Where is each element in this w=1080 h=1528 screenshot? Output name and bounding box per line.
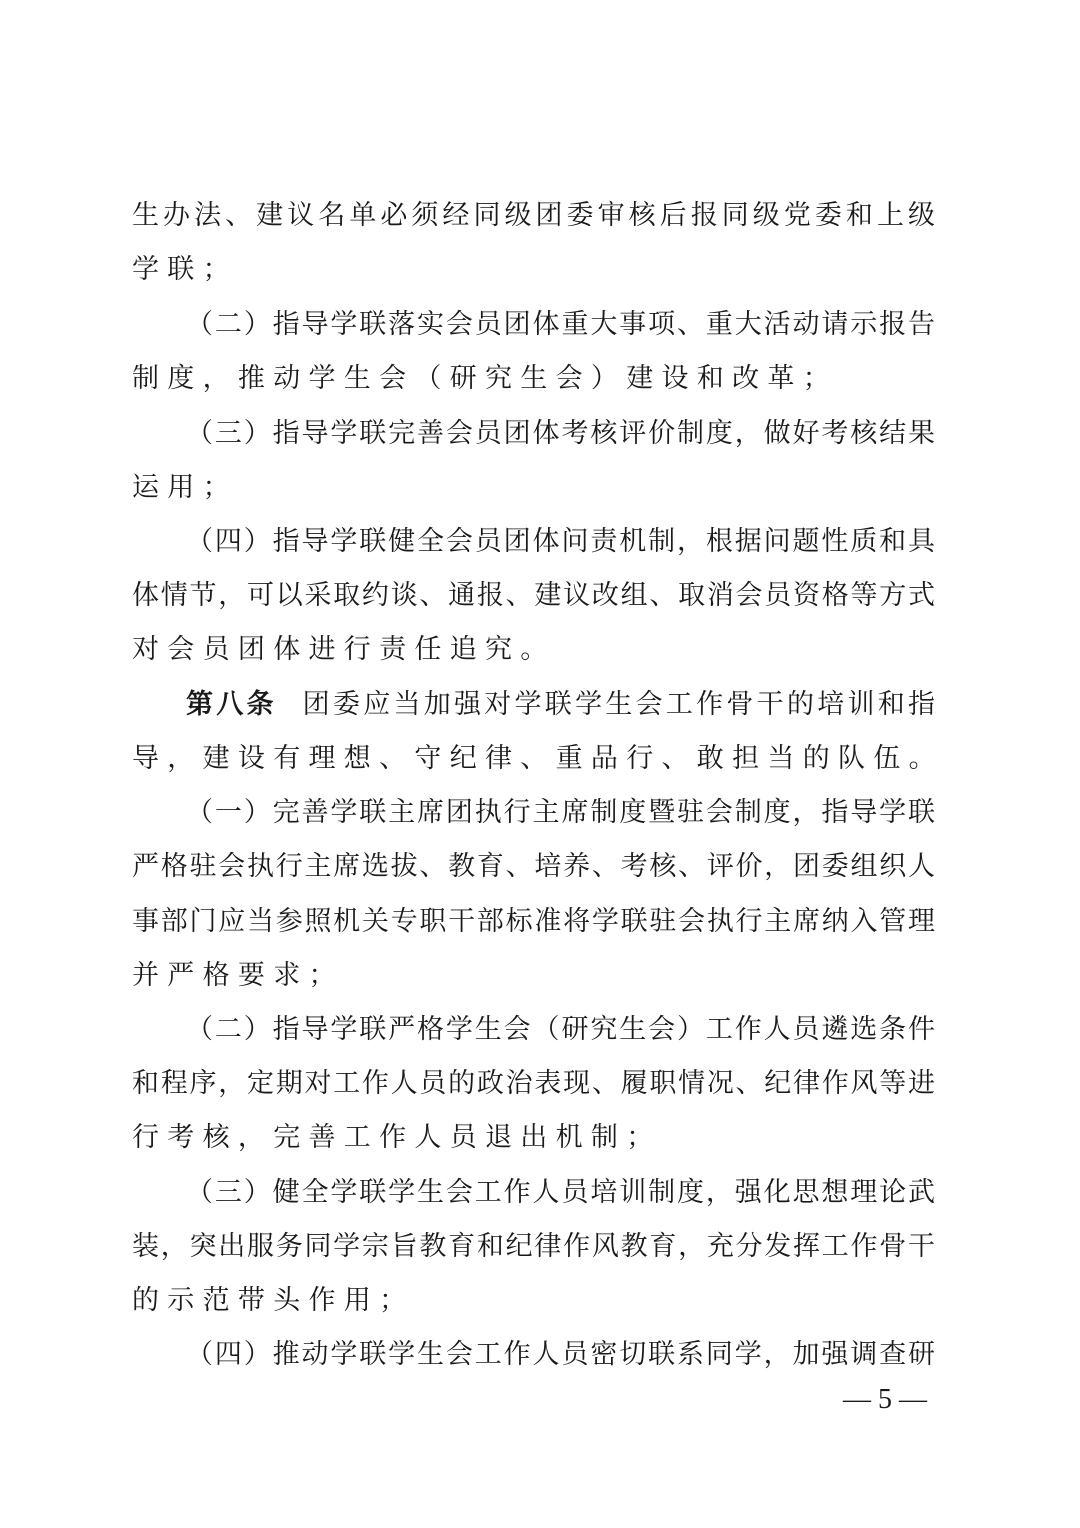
text-line: （一）完善学联主席团执行主席制度暨驻会制度，指导学联 bbox=[186, 797, 935, 828]
text-line: 体情节，可以采取约谈、通报、建议改组、取消会员资格等方式 bbox=[132, 580, 935, 611]
text-line: 严格驻会执行主席选拔、教育、培养、考核、评价，团委组织人 bbox=[132, 851, 935, 882]
text-line: （三）指导学联完善会员团体考核评价制度，做好考核结果 bbox=[186, 418, 935, 449]
text-line: 运用； bbox=[132, 472, 238, 503]
text-line: 行考核，完善工作人员退出机制； bbox=[132, 1122, 662, 1153]
text-line: 制度，推动学生会（研究生会）建设和改革； bbox=[132, 363, 838, 394]
page-number: — 5 — bbox=[843, 1384, 927, 1415]
text-line: 装，突出服务同学宗旨教育和纪律作风教育，充分发挥工作骨干 bbox=[132, 1231, 935, 1262]
text-line: 学联； bbox=[132, 254, 238, 285]
article-heading: 第八条 bbox=[186, 689, 277, 720]
text-line: （四）推动学联学生会工作人员密切联系同学，加强调查研 bbox=[186, 1339, 935, 1370]
text-line: （三）健全学联学生会工作人员培训制度，强化思想理论武 bbox=[186, 1177, 935, 1208]
text-line: （二）指导学联严格学生会（研究生会）工作人员遴选条件 bbox=[186, 1014, 935, 1045]
text-line: 和程序，定期对工作人员的政治表现、履职情况、纪律作风等进 bbox=[132, 1068, 935, 1099]
text-line: 生办法、建议名单必须经同级团委审核后报同级党委和上级 bbox=[132, 200, 935, 231]
text-line: （二）指导学联落实会员团体重大事项、重大活动请示报告 bbox=[186, 309, 935, 340]
text-line: 事部门应当参照机关专职干部标准将学联驻会执行主席纳入管理 bbox=[132, 906, 935, 937]
article-heading-line bbox=[186, 685, 935, 725]
text-line: （四）指导学联健全会员团体问责机制，根据问题性质和具 bbox=[186, 526, 935, 557]
text-line: 对会员团体进行责任追究。 bbox=[132, 634, 556, 665]
text-line: 的示范带头作用； bbox=[132, 1285, 415, 1316]
text-line: 导，建设有理想、守纪律、重品行、敢担当的队伍。 bbox=[132, 743, 944, 774]
text-line: 并严格要求； bbox=[132, 960, 344, 991]
article-text: 团委应当加强对学联学生会工作骨干的培训和指 bbox=[302, 689, 936, 720]
